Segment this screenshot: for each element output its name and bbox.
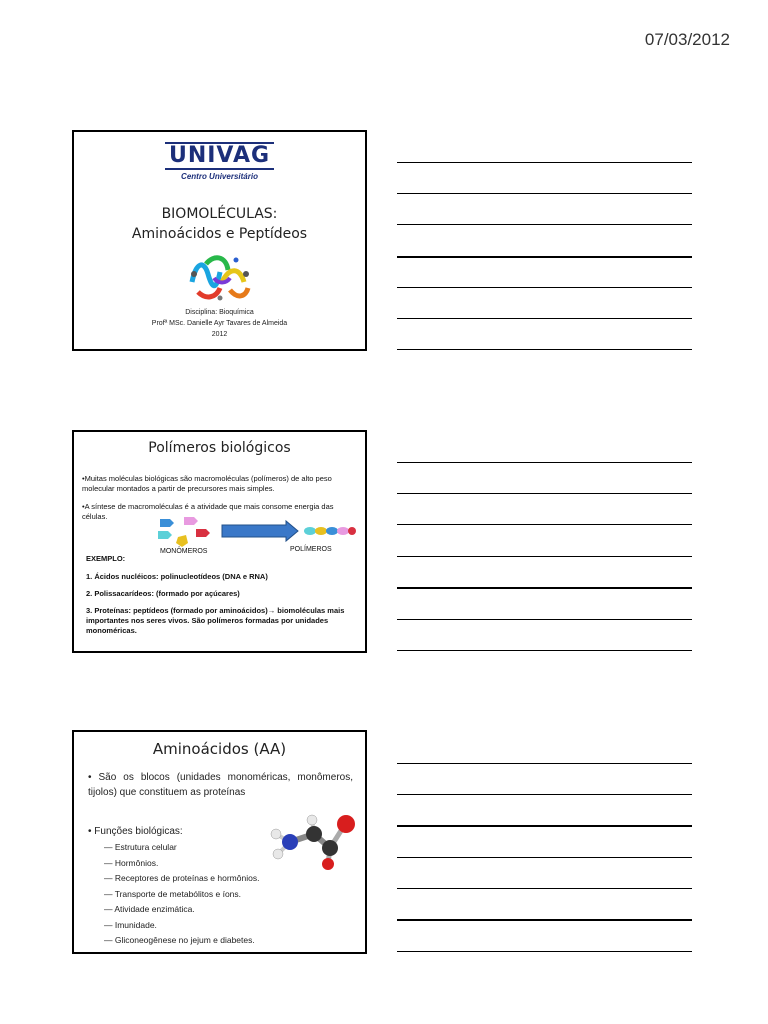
note-line xyxy=(397,256,692,258)
note-line xyxy=(397,888,692,889)
univag-logo xyxy=(74,142,365,181)
note-line xyxy=(397,493,692,494)
function-item: — Hormônios. xyxy=(104,857,159,868)
note-line xyxy=(397,919,692,921)
title-line-1: BIOMOLÉCULAS: xyxy=(161,206,278,222)
function-item: — Transporte de metabólitos e íons. xyxy=(104,888,242,899)
slide-1 xyxy=(72,130,367,351)
slide-2 xyxy=(72,430,367,653)
slide-3-title: Aminoácidos (AA) xyxy=(152,740,287,758)
discipline-text: Disciplina: Bioquímica xyxy=(185,309,254,316)
note-line xyxy=(397,951,692,952)
bullet-functions: • Funções biológicas: xyxy=(88,826,183,837)
example-1: 1. Ácidos nucléicos: polinucleotídeos (DNA e RNA) xyxy=(86,572,268,581)
function-item: — Estrutura celular xyxy=(104,842,177,852)
note-line xyxy=(397,794,692,795)
page-date: 07/03/2012 xyxy=(644,30,730,49)
function-item: — Gliconeogênese no jejum e diabetes. xyxy=(104,935,255,945)
logo-text: UNIVAG xyxy=(165,142,274,170)
title-line-2: Aminoácidos e Peptídeos xyxy=(131,226,308,242)
professor-text: Profª MSc. Danielle Ayr Tavares de Almeida xyxy=(151,320,288,327)
example-label: EXEMPLO: xyxy=(86,554,126,563)
note-line xyxy=(397,763,692,764)
protein-structure-image xyxy=(186,252,254,309)
example-2: 2. Polissacarídeos: (formado por açúcares) xyxy=(86,589,240,598)
note-line xyxy=(397,287,692,288)
slide-1-info xyxy=(74,307,365,340)
note-line xyxy=(397,825,692,827)
year-text: 2012 xyxy=(211,331,228,338)
note-line xyxy=(397,857,692,858)
note-line xyxy=(397,349,692,350)
note-line xyxy=(397,619,692,620)
monomers-label: MONÔMEROS xyxy=(160,548,208,555)
function-item: — Imunidade. xyxy=(104,919,157,930)
bullet-building-blocks: • São os blocos (unidades monoméricas, monômeros, tijolos) que constituem as proteínas xyxy=(88,772,353,798)
slide-2-title: Polímeros biológicos xyxy=(148,440,291,456)
note-line xyxy=(397,162,692,163)
function-item: — Atividade enzimática. xyxy=(104,904,195,914)
note-line xyxy=(397,224,692,225)
note-line xyxy=(397,318,692,319)
note-line xyxy=(397,556,692,557)
function-item: — Receptores de proteínas e hormônios. xyxy=(104,873,260,883)
polymers-label: POLÍMEROS xyxy=(290,546,332,553)
bullet-macromolecules: •Muitas moléculas biológicas são macromoléculas (polímeros) de alto peso molecular montados a partir de precursores mais simples. xyxy=(82,474,332,493)
logo-subtitle: Centro Universitário xyxy=(181,172,258,181)
example-3: 3. Proteínas: peptídeos (formado por aminoácidos)→ biomoléculas mais importantes nos seres vivos. São polímeros formadas por unidades monoméricas. xyxy=(86,606,345,635)
note-line xyxy=(397,193,692,194)
slide-1-title xyxy=(74,204,365,244)
note-line xyxy=(397,462,692,463)
note-line xyxy=(397,587,692,589)
amino-acid-molecule-image xyxy=(266,808,358,870)
slide-3 xyxy=(72,730,367,954)
note-line xyxy=(397,650,692,651)
note-line xyxy=(397,524,692,525)
bullet-synthesis: •A síntese de macromoléculas é a atividade que mais consome energia das células. xyxy=(82,502,334,521)
